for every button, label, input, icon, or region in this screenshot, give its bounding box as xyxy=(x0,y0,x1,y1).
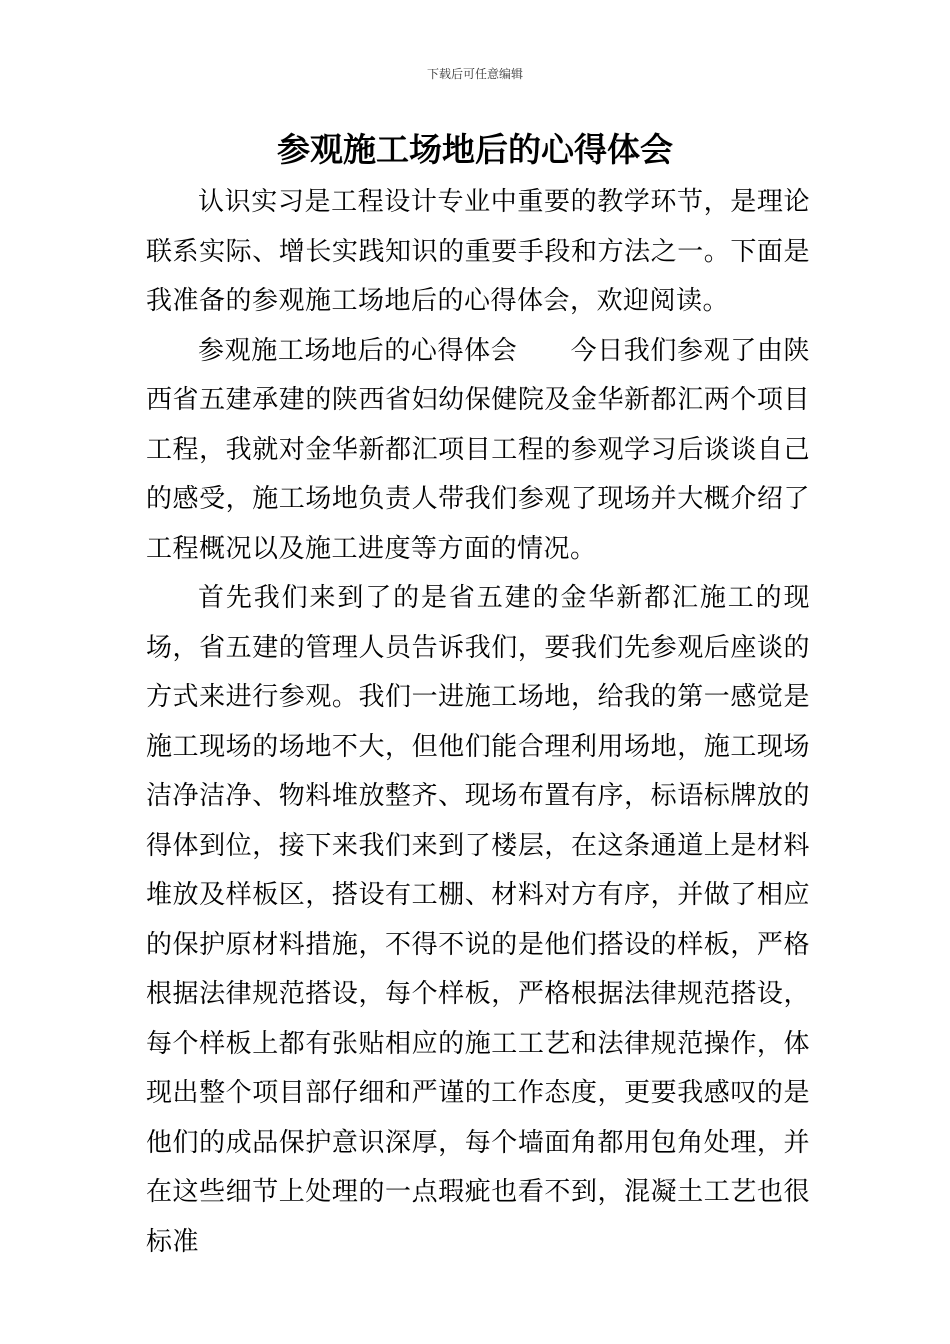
paragraph-visit-overview: 参观施工场地后的心得体会 今日我们参观了由陕西省五建承建的陕西省妇幼保健院及金华新都汇两个项目工程，我就对金华新都汇项目工程的参观学习后谈谈自己的感受，施工场地负责人带我们参观了现场并大概介绍了工程概况以及施工进度等方面的情况。 xyxy=(146,335,810,564)
document-body xyxy=(146,178,810,1267)
paragraph-intro: 认识实习是工程设计专业中重要的教学环节，是理论联系实际、增长实践知识的重要手段和方法之一。下面是我准备的参观施工场地后的心得体会，欢迎阅读。 xyxy=(146,187,810,316)
document-title: 参观施工场地后的心得体会 xyxy=(277,130,673,169)
paragraph-site-details: 首先我们来到了的是省五建的金华新都汇施工的现场，省五建的管理人员告诉我们，要我们先参观后座谈的方式来进行参观。我们一进施工场地，给我的第一感觉是施工现场的场地不大，但他们能合理利用场地，施工现场洁净洁净、物料堆放整齐、现场布置有序，标语标牌放的得体到位，接下来我们来到了楼层，在这条通道上是材料堆放及样板区，搭设有工棚、材料对方有序，并做了相应的保护原材料措施，不得不说的是他们搭设的样板，严格根据法律规范搭设，每个样板，严格根据法律规范搭设，每个样板上都有张贴相应的施工工艺和法律规范操作，体现出整个项目部仔细和严谨的工作态度，更要我感叹的是他们的成品保护意识深厚，每个墙面角都用包角处理，并在这些细节上处理的一点瑕疵也看不到，混凝土工艺也很标准 xyxy=(146,583,810,1257)
header-note: 下载后可任意编辑 xyxy=(426,67,523,81)
